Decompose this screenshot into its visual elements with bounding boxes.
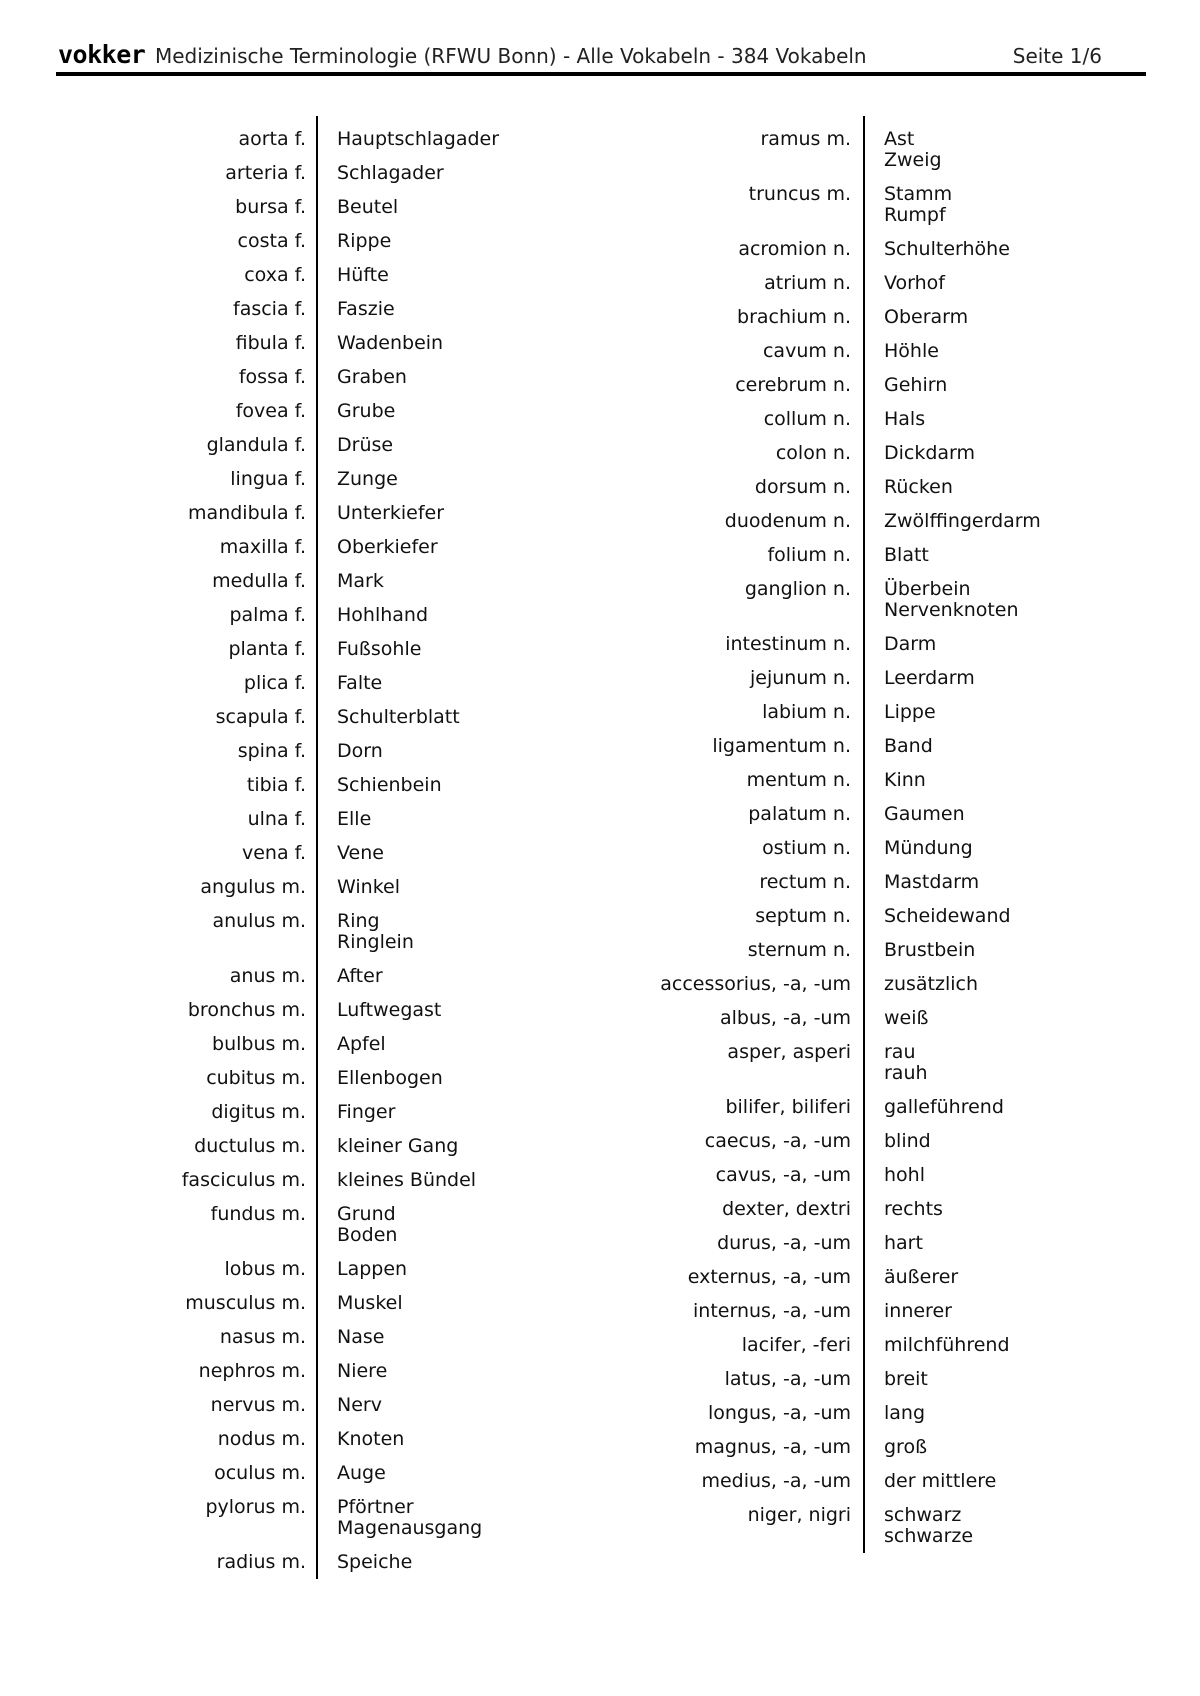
latin-term: aorta f. <box>238 128 306 150</box>
vocab-entry <box>545 995 1085 1029</box>
latin-term: musculus m. <box>185 1292 306 1314</box>
latin-term: rectum n. <box>759 871 851 893</box>
latin-term: atrium n. <box>764 272 851 294</box>
vocab-entry <box>0 524 540 558</box>
latin-term: bursa f. <box>235 196 306 218</box>
german-translation: Brustbein <box>884 939 976 961</box>
vokker-logo: vokker <box>58 40 146 69</box>
german-translation: innerer <box>884 1300 952 1322</box>
german-translation: Ellenbogen <box>337 1067 443 1089</box>
german-translation: Winkel <box>337 876 400 898</box>
vocab-entry <box>545 260 1085 294</box>
german-translation: Scheidewand <box>884 905 1011 927</box>
page-number: Seite 1/6 <box>1012 44 1102 68</box>
vocab-entry <box>545 859 1085 893</box>
german-translation: kleiner Gang <box>337 1135 459 1157</box>
vocab-entry <box>545 893 1085 927</box>
german-translation: Ast Zweig <box>884 128 942 171</box>
latin-term: lobus m. <box>224 1258 306 1280</box>
vocab-entry <box>545 1356 1085 1390</box>
latin-term: lacifer, -feri <box>741 1334 851 1356</box>
vocab-entry <box>545 621 1085 655</box>
german-translation: Muskel <box>337 1292 403 1314</box>
german-translation: Knoten <box>337 1428 405 1450</box>
latin-term: ulna f. <box>247 808 306 830</box>
vocab-entry <box>545 825 1085 859</box>
german-translation: Beutel <box>337 196 399 218</box>
latin-term: niger, nigri <box>747 1504 851 1526</box>
latin-term: pylorus m. <box>205 1496 306 1518</box>
german-translation: Elle <box>337 808 372 830</box>
german-translation: Höhle <box>884 340 939 362</box>
latin-term: scapula f. <box>215 706 306 728</box>
latin-term: arteria f. <box>225 162 306 184</box>
vocab-entry <box>0 1348 540 1382</box>
latin-term: digitus m. <box>211 1101 306 1123</box>
latin-term: septum n. <box>755 905 851 927</box>
latin-term: bronchus m. <box>187 999 306 1021</box>
page-header <box>56 38 1146 72</box>
vocab-entry <box>545 655 1085 689</box>
latin-term: externus, -a, -um <box>687 1266 851 1288</box>
german-translation: Oberarm <box>884 306 969 328</box>
german-translation: Apfel <box>337 1033 386 1055</box>
german-translation: After <box>337 965 383 987</box>
vocab-entry <box>0 490 540 524</box>
latin-term: costa f. <box>237 230 306 252</box>
german-translation: kleines Bündel <box>337 1169 477 1191</box>
vocab-entry <box>0 1123 540 1157</box>
latin-term: latus, -a, -um <box>724 1368 851 1390</box>
german-translation: milchführend <box>884 1334 1010 1356</box>
latin-term: truncus m. <box>748 183 851 205</box>
german-translation: Zunge <box>337 468 398 490</box>
latin-term: jejunum n. <box>749 667 851 689</box>
vocab-entry <box>545 1254 1085 1288</box>
german-translation: Überbein Nervenknoten <box>884 578 1019 621</box>
vocab-entry <box>0 1382 540 1416</box>
german-translation: Schulterblatt <box>337 706 460 728</box>
latin-term: maxilla f. <box>219 536 306 558</box>
latin-term: cubitus m. <box>206 1067 306 1089</box>
german-translation: hart <box>884 1232 923 1254</box>
vocab-entry <box>545 294 1085 328</box>
vocab-entry <box>0 864 540 898</box>
document-title: Medizinische Terminologie (RFWU Bonn) - Alle Vokabeln - 384 Vokabeln <box>155 44 867 68</box>
vocab-entry <box>0 694 540 728</box>
latin-term: labium n. <box>762 701 851 723</box>
vocab-entry <box>545 1186 1085 1220</box>
vocab-entry <box>545 723 1085 757</box>
latin-term: glandula f. <box>206 434 306 456</box>
vocab-entry <box>545 927 1085 961</box>
vocab-entry <box>545 791 1085 825</box>
vocab-entry <box>0 1280 540 1314</box>
german-translation: Hals <box>884 408 926 430</box>
vocab-entry <box>0 1246 540 1280</box>
german-translation: Schulterhöhe <box>884 238 1010 260</box>
german-translation: rechts <box>884 1198 943 1220</box>
latin-term: medulla f. <box>212 570 306 592</box>
vocab-entry <box>0 1191 540 1246</box>
german-translation: Niere <box>337 1360 388 1382</box>
latin-term: nodus m. <box>217 1428 306 1450</box>
latin-term: magnus, -a, -um <box>694 1436 851 1458</box>
latin-term: bilifer, biliferi <box>725 1096 851 1118</box>
german-translation: Luftwegast <box>337 999 442 1021</box>
latin-term: acromion n. <box>738 238 851 260</box>
german-translation: weiß <box>884 1007 929 1029</box>
latin-term: fasciculus m. <box>181 1169 306 1191</box>
vocab-entry <box>545 328 1085 362</box>
vocab-entry <box>545 116 1085 171</box>
vocab-entry <box>545 757 1085 791</box>
german-translation: Mark <box>337 570 384 592</box>
vocab-entry <box>0 762 540 796</box>
german-translation: Oberkiefer <box>337 536 438 558</box>
latin-term: vena f. <box>241 842 306 864</box>
latin-term: asper, asperi <box>727 1041 851 1063</box>
german-translation: Nerv <box>337 1394 382 1416</box>
latin-term: internus, -a, -um <box>693 1300 851 1322</box>
vocab-entry <box>0 1089 540 1123</box>
vocab-entry <box>545 498 1085 532</box>
latin-term: palma f. <box>229 604 306 626</box>
latin-term: cavum n. <box>762 340 851 362</box>
vocab-entry <box>0 252 540 286</box>
latin-term: ganglion n. <box>744 578 851 600</box>
vocab-entry <box>545 1288 1085 1322</box>
latin-term: angulus m. <box>200 876 306 898</box>
german-translation: galleführend <box>884 1096 1004 1118</box>
column-divider-left <box>316 116 318 1579</box>
vocab-entry <box>545 226 1085 260</box>
german-translation: zusätzlich <box>884 973 979 995</box>
vocab-entry <box>0 796 540 830</box>
vocab-entry <box>545 961 1085 995</box>
latin-term: fossa f. <box>238 366 306 388</box>
vocab-entry <box>545 532 1085 566</box>
vocab-entry <box>0 898 540 953</box>
latin-term: nervus m. <box>210 1394 306 1416</box>
vocab-entry <box>545 1322 1085 1356</box>
latin-term: coxa f. <box>244 264 306 286</box>
german-translation: Stamm Rumpf <box>884 183 953 226</box>
latin-term: ramus m. <box>760 128 851 150</box>
german-translation: Lippe <box>884 701 936 723</box>
german-translation: Rücken <box>884 476 953 498</box>
vocab-entry <box>545 689 1085 723</box>
vocab-entry <box>0 1450 540 1484</box>
vocab-entry <box>0 1539 540 1573</box>
latin-term: mentum n. <box>746 769 851 791</box>
german-translation: Darm <box>884 633 937 655</box>
german-translation: Mastdarm <box>884 871 980 893</box>
german-translation: Nase <box>337 1326 385 1348</box>
latin-term: nephros m. <box>198 1360 306 1382</box>
german-translation: Schienbein <box>337 774 442 796</box>
german-translation: Vene <box>337 842 384 864</box>
german-translation: Auge <box>337 1462 386 1484</box>
german-translation: Mündung <box>884 837 973 859</box>
german-translation: Drüse <box>337 434 394 456</box>
vocab-entry <box>0 1314 540 1348</box>
german-translation: Faszie <box>337 298 395 320</box>
vocab-entry <box>0 354 540 388</box>
german-translation: Lappen <box>337 1258 408 1280</box>
vocab-entry <box>0 626 540 660</box>
german-translation: Leerdarm <box>884 667 975 689</box>
latin-term: oculus m. <box>214 1462 306 1484</box>
german-translation: rau rauh <box>884 1041 928 1084</box>
latin-term: caecus, -a, -um <box>704 1130 851 1152</box>
vocab-entry <box>0 286 540 320</box>
german-translation: der mittlere <box>884 1470 997 1492</box>
vocab-entry <box>545 1390 1085 1424</box>
latin-term: albus, -a, -um <box>720 1007 851 1029</box>
vocab-entry <box>0 150 540 184</box>
vocab-entry <box>0 830 540 864</box>
german-translation: Kinn <box>884 769 926 791</box>
vocab-entry <box>545 1424 1085 1458</box>
vocab-entry <box>0 728 540 762</box>
german-translation: Schlagader <box>337 162 444 184</box>
latin-term: accessorius, -a, -um <box>660 973 851 995</box>
vocab-entry <box>0 218 540 252</box>
latin-term: folium n. <box>767 544 851 566</box>
latin-term: fundus m. <box>210 1203 306 1225</box>
latin-term: palatum n. <box>748 803 851 825</box>
latin-term: fascia f. <box>233 298 306 320</box>
vocab-entry <box>0 987 540 1021</box>
latin-term: durus, -a, -um <box>717 1232 851 1254</box>
vocab-entry <box>0 1484 540 1539</box>
german-translation: Gehirn <box>884 374 948 396</box>
german-translation: Rippe <box>337 230 392 252</box>
vocab-entry <box>0 660 540 694</box>
german-translation: Dorn <box>337 740 383 762</box>
german-translation: Unterkiefer <box>337 502 445 524</box>
latin-term: collum n. <box>763 408 851 430</box>
german-translation: Vorhof <box>884 272 945 294</box>
vocab-entry <box>0 558 540 592</box>
vocab-entry <box>0 456 540 490</box>
latin-term: anulus m. <box>212 910 306 932</box>
german-translation: Hauptschlagader <box>337 128 500 150</box>
german-translation: Graben <box>337 366 407 388</box>
vocab-entry <box>545 1152 1085 1186</box>
latin-term: intestinum n. <box>725 633 851 655</box>
latin-term: anus m. <box>229 965 306 987</box>
vocab-entry <box>0 320 540 354</box>
vocab-entry <box>0 1021 540 1055</box>
german-translation: Dickdarm <box>884 442 976 464</box>
latin-term: medius, -a, -um <box>701 1470 851 1492</box>
latin-term: brachium n. <box>737 306 851 328</box>
vocab-entry <box>545 566 1085 621</box>
german-translation: blind <box>884 1130 931 1152</box>
latin-term: longus, -a, -um <box>707 1402 851 1424</box>
vocab-column-left <box>0 116 540 1573</box>
latin-term: ostium n. <box>762 837 851 859</box>
vocab-entry <box>0 1416 540 1450</box>
vocab-entry <box>545 1118 1085 1152</box>
german-translation: Speiche <box>337 1551 413 1573</box>
latin-term: bulbus m. <box>212 1033 306 1055</box>
vocab-entry <box>545 1220 1085 1254</box>
latin-term: dexter, dextri <box>722 1198 851 1220</box>
german-translation: Zwölffingerdarm <box>884 510 1041 532</box>
german-translation: schwarz schwarze <box>884 1504 974 1547</box>
latin-term: ductulus m. <box>194 1135 306 1157</box>
vocab-entry <box>0 1157 540 1191</box>
latin-term: mandibula f. <box>188 502 306 524</box>
german-translation: lang <box>884 1402 926 1424</box>
german-translation: groß <box>884 1436 928 1458</box>
german-translation: Blatt <box>884 544 929 566</box>
vocab-column-right <box>545 116 1085 1547</box>
german-translation: Grund Boden <box>337 1203 398 1246</box>
german-translation: Grube <box>337 400 396 422</box>
latin-term: colon n. <box>775 442 851 464</box>
latin-term: duodenum n. <box>724 510 851 532</box>
vocab-entry <box>545 1029 1085 1084</box>
german-translation: äußerer <box>884 1266 959 1288</box>
latin-term: spina f. <box>237 740 306 762</box>
latin-term: nasus m. <box>219 1326 306 1348</box>
vocab-entry <box>545 362 1085 396</box>
latin-term: dorsum n. <box>754 476 851 498</box>
latin-term: radius m. <box>216 1551 306 1573</box>
german-translation: Fußsohle <box>337 638 422 660</box>
vocab-entry <box>545 396 1085 430</box>
german-translation: breit <box>884 1368 928 1390</box>
vocab-entry <box>545 464 1085 498</box>
latin-term: ligamentum n. <box>712 735 851 757</box>
vocab-entry <box>0 388 540 422</box>
german-translation: hohl <box>884 1164 925 1186</box>
column-divider-right <box>863 116 865 1553</box>
latin-term: tibia f. <box>246 774 306 796</box>
vocab-entry <box>545 430 1085 464</box>
latin-term: sternum n. <box>747 939 851 961</box>
vocab-entry <box>545 1084 1085 1118</box>
latin-term: planta f. <box>228 638 306 660</box>
latin-term: fovea f. <box>235 400 306 422</box>
latin-term: cavus, -a, -um <box>715 1164 851 1186</box>
latin-term: lingua f. <box>230 468 306 490</box>
vocab-entry <box>0 953 540 987</box>
german-translation: Ring Ringlein <box>337 910 414 953</box>
vocab-entry <box>0 422 540 456</box>
vocab-entry <box>545 1458 1085 1492</box>
german-translation: Hohlhand <box>337 604 429 626</box>
latin-term: fibula f. <box>235 332 306 354</box>
german-translation: Gaumen <box>884 803 965 825</box>
german-translation: Pförtner Magenausgang <box>337 1496 483 1539</box>
german-translation: Falte <box>337 672 383 694</box>
latin-term: cerebrum n. <box>735 374 851 396</box>
vocab-entry <box>0 116 540 150</box>
vocab-entry <box>0 1055 540 1089</box>
vocab-entry <box>545 171 1085 226</box>
latin-term: plica f. <box>243 672 306 694</box>
vocab-entry <box>0 592 540 626</box>
german-translation: Finger <box>337 1101 396 1123</box>
vocab-entry <box>545 1492 1085 1547</box>
german-translation: Band <box>884 735 933 757</box>
header-divider <box>56 72 1146 76</box>
german-translation: Hüfte <box>337 264 389 286</box>
vocab-entry <box>0 184 540 218</box>
german-translation: Wadenbein <box>337 332 444 354</box>
